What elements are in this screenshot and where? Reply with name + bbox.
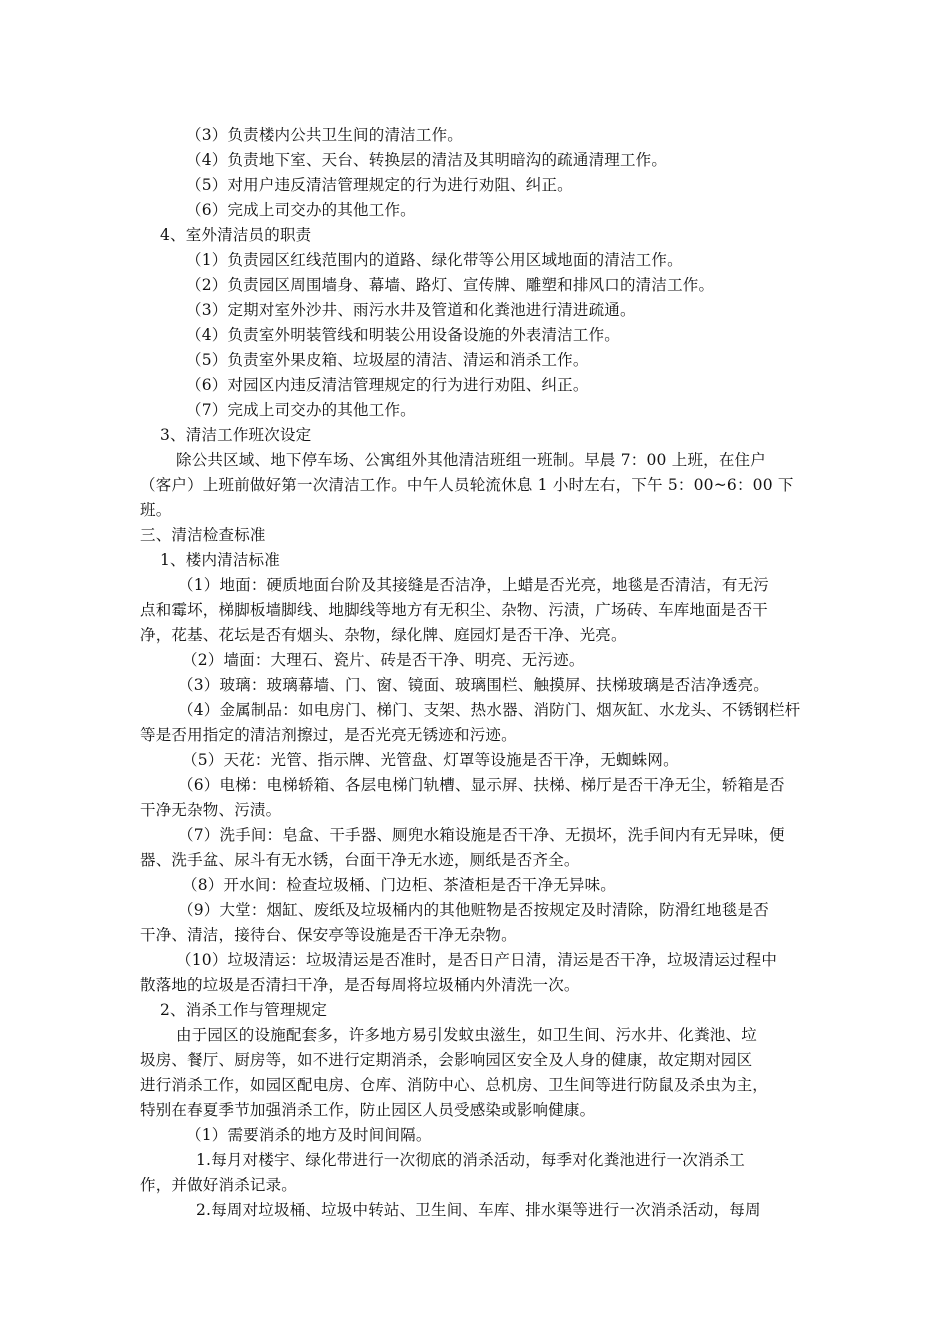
section-heading: 2、消杀工作与管理规定 — [160, 1001, 328, 1019]
text-line: （客户）上班前做好第一次清洁工作。中午人员轮流休息 1 小时左右，下午 5：00~6：00 下 — [140, 476, 794, 494]
text-line: 由于园区的设施配套多，许多地方易引发蚊虫滋生，如卫生间、污水井、化粪池、垃 — [176, 1026, 757, 1044]
text-line: （3）负责楼内公共卫生间的清洁工作。 — [186, 126, 463, 144]
text-line: （1）需要消杀的地方及时间间隔。 — [186, 1126, 432, 1144]
text-line: 2.每周对垃圾桶、垃圾中转站、卫生间、车库、排水渠等进行一次消杀活动，每周 — [196, 1201, 761, 1219]
text-line: （5）天花：光管、指示牌、光管盘、灯罩等设施是否干净，无蜘蛛网。 — [182, 751, 679, 769]
text-line: 净，花基、花坛是否有烟头、杂物，绿化牌、庭园灯是否干净、光亮。 — [140, 626, 627, 644]
text-line: （10）垃圾清运：垃圾清运是否准时，是否日产日清，清运是否干净，垃圾清运过程中 — [176, 951, 778, 969]
text-line: （4）负责地下室、天台、转换层的清洁及其明暗沟的疏通清理工作。 — [186, 151, 668, 169]
text-line: 除公共区域、地下停车场、公寓组外其他清洁班组一班制。早晨 7：00 上班，在住户 — [176, 451, 766, 469]
text-line: 特别在春夏季节加强消杀工作，防止园区人员受感染或影响健康。 — [140, 1101, 596, 1119]
text-line: 作，并做好消杀记录。 — [140, 1176, 298, 1194]
text-line: （2）墙面：大理石、瓷片、砖是否干净、明亮、无污迹。 — [182, 651, 585, 669]
text-line: （5）负责室外果皮箱、垃圾屋的清洁、清运和消杀工作。 — [186, 351, 589, 369]
text-line: （5）对用户违反清洁管理规定的行为进行劝阻、纠正。 — [186, 176, 573, 194]
text-line: （6）对园区内违反清洁管理规定的行为进行劝阻、纠正。 — [186, 376, 589, 394]
text-line: 圾房、餐厅、厨房等，如不进行定期消杀，会影响园区安全及人身的健康，故定期对园区 — [140, 1051, 753, 1069]
text-line: （4）负责室外明装管线和明装公用设备设施的外表清洁工作。 — [186, 326, 620, 344]
text-line: 干净无杂物、污渍。 — [140, 801, 282, 819]
text-line: （6）电梯：电梯轿箱、各层电梯门轨槽、显示屏、扶梯、梯厅是否干净无尘，轿箱是否 — [178, 776, 785, 794]
text-line: 等是否用指定的清洁剂擦过，是否光亮无锈迹和污迹。 — [140, 726, 517, 744]
section-heading: 3、清洁工作班次设定 — [160, 426, 312, 444]
section-heading: 1、楼内清洁标准 — [160, 551, 280, 569]
text-line: （4）金属制品：如电房门、梯门、支架、热水器、消防门、烟灰缸、水龙头、不锈钢栏杆 — [178, 701, 801, 719]
text-line: （2）负责园区周围墙身、幕墙、路灯、宣传牌、雕塑和排风口的清洁工作。 — [186, 276, 715, 294]
text-line: （7）洗手间：皂盒、干手器、厕兜水箱设施是否干净、无损坏，洗手间内有无异味，便 — [178, 826, 785, 844]
text-line: （3）玻璃：玻璃幕墙、门、窗、镜面、玻璃围栏、触摸屏、扶梯玻璃是否洁净透亮。 — [178, 676, 769, 694]
section-heading: 4、室外清洁员的职责 — [160, 226, 312, 244]
text-line: 干净、清洁，接待台、保安亭等设施是否干净无杂物。 — [140, 926, 517, 944]
text-line: （3）定期对室外沙井、雨污水井及管道和化粪池进行清进疏通。 — [186, 301, 636, 319]
text-line: 班。 — [140, 501, 172, 519]
text-line: 散落地的垃圾是否清扫干净，是否每周将垃圾桶内外清洗一次。 — [140, 976, 580, 994]
text-line: （1）地面：硬质地面台阶及其接缝是否洁净，上蜡是否光亮，地毯是否清洁，有无污 — [178, 576, 769, 594]
text-line: 器、洗手盆、尿斗有无水锈，台面干净无水迹，厕纸是否齐全。 — [140, 851, 580, 869]
text-line: （9）大堂：烟缸、废纸及垃圾桶内的其他赃物是否按规定及时清除，防滑红地毯是否 — [178, 901, 769, 919]
text-line: 1.每月对楼宇、绿化带进行一次彻底的消杀活动，每季对化粪池进行一次消杀工 — [196, 1151, 745, 1169]
text-line: （8）开水间：检查垃圾桶、门边柜、茶渣柜是否干净无异味。 — [182, 876, 616, 894]
text-line: （6）完成上司交办的其他工作。 — [186, 201, 416, 219]
text-line: 点和霉坏，梯脚板墙脚线、地脚线等地方有无积尘、杂物、污渍，广场砖、车库地面是否干 — [140, 601, 769, 619]
text-line: （1）负责园区红线范围内的道路、绿化带等公用区域地面的清洁工作。 — [186, 251, 683, 269]
text-line: （7）完成上司交办的其他工作。 — [186, 401, 416, 419]
chapter-heading: 三、清洁检查标准 — [140, 526, 266, 544]
text-line: 进行消杀工作，如园区配电房、仓库、消防中心、总机房、卫生间等进行防鼠及杀虫为主， — [140, 1076, 769, 1094]
